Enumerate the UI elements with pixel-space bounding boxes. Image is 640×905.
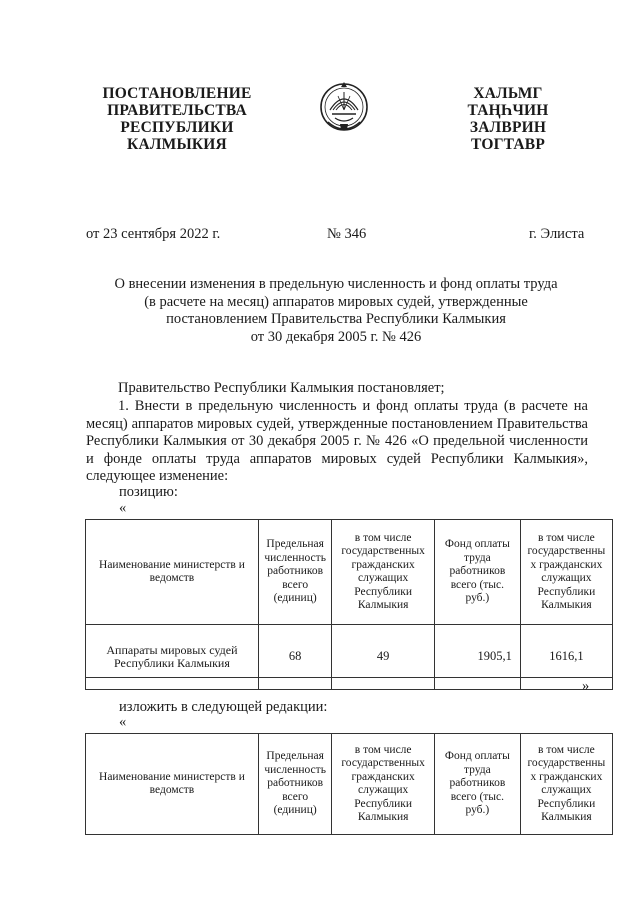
quote-close-1: » xyxy=(582,678,590,694)
main-paragraph: 1. Внести в предельную численность и фонд оплаты труда (в расчете на месяц) аппаратов мировых судей, утвержденные постановлением Правительства Республики Калмыкия от 30 декабря 2005 г. № 426 «О предельной численности и фонде оплаты труда аппаратов мировых судей Республики Калмыкия», следующее изменение: xyxy=(86,398,588,484)
cell-payroll-fund: 1905,1 xyxy=(434,625,520,690)
intro-paragraph: Правительство Республики Калмыкия постановляет; xyxy=(118,380,445,396)
header-right-kalmyk xyxy=(448,85,568,153)
cell-ministry: Аппараты мировых судей Республики Калмыкия xyxy=(86,625,259,690)
document-date: от 23 сентября 2022 г. xyxy=(86,226,221,242)
quote-open-1: « xyxy=(119,500,127,516)
col-header-payroll-fund: Фонд оплаты труда работников всего (тыс. руб.) xyxy=(434,734,520,835)
cell-civil-servants: 49 xyxy=(332,625,435,690)
col-header-civil-payroll: в том числе государственны х гражданских служащих Республики Калмыкия xyxy=(520,520,612,625)
col-header-civil-payroll: в том числе государственны х гражданских служащих Республики Калмыкия xyxy=(520,734,612,835)
cell-staff-limit: 68 xyxy=(258,625,332,690)
title-line: постановлением Правительства Республики Калмыкия xyxy=(166,311,506,327)
cell-civil-payroll: 1616,1 xyxy=(520,625,612,690)
col-header-civil-servants: в том числе государственных гражданских служащих Республики Калмыкия xyxy=(332,520,435,625)
table-row xyxy=(86,625,613,690)
header-right-line: ТОГТАВР xyxy=(470,136,546,153)
col-header-staff-limit: Предельная численность работников всего (единиц) xyxy=(258,734,332,835)
header-left-line: РЕСПУБЛИКИ xyxy=(120,119,234,136)
kalmykia-emblem-icon xyxy=(318,74,370,140)
table-current-position xyxy=(85,519,613,690)
table-new-position xyxy=(85,733,613,835)
position-label: позицию: xyxy=(119,484,178,500)
col-header-ministry: Наименование министерств и ведомств xyxy=(86,520,259,625)
quote-open-2: « xyxy=(119,714,127,730)
col-header-payroll-fund: Фонд оплаты труда работников всего (тыс. руб.) xyxy=(434,520,520,625)
title-line: О внесении изменения в предельную численность и фонд оплаты труда xyxy=(114,276,558,292)
header-right-line: ХАЛЬМГ xyxy=(473,85,543,102)
title-line: (в расчете на месяц) аппаратов мировых судей, утвержденные xyxy=(144,293,528,310)
document-number: № 346 xyxy=(327,226,367,242)
header-right-line: ЗАЛВРИН xyxy=(469,119,547,136)
document-city: г. Элиста xyxy=(529,226,585,242)
header-left-russian xyxy=(88,85,266,153)
col-header-ministry: Наименование министерств и ведомств xyxy=(86,734,259,835)
redo-label: изложить в следующей редакции: xyxy=(119,699,328,715)
document-title xyxy=(86,276,586,346)
header-left-line: ПРАВИТЕЛЬСТВА xyxy=(107,102,247,119)
header-left-line: КАЛМЫКИЯ xyxy=(127,136,227,153)
title-line: от 30 декабря 2005 г. № 426 xyxy=(250,328,422,345)
col-header-staff-limit: Предельная численность работников всего (единиц) xyxy=(258,520,332,625)
header-right-line: ТАҢҺЧИН xyxy=(467,102,549,119)
table1-bottom-rule xyxy=(85,677,613,678)
col-header-civil-servants: в том числе государственных гражданских служащих Республики Калмыкия xyxy=(332,734,435,835)
header-left-line: ПОСТАНОВЛЕНИЕ xyxy=(102,85,252,102)
